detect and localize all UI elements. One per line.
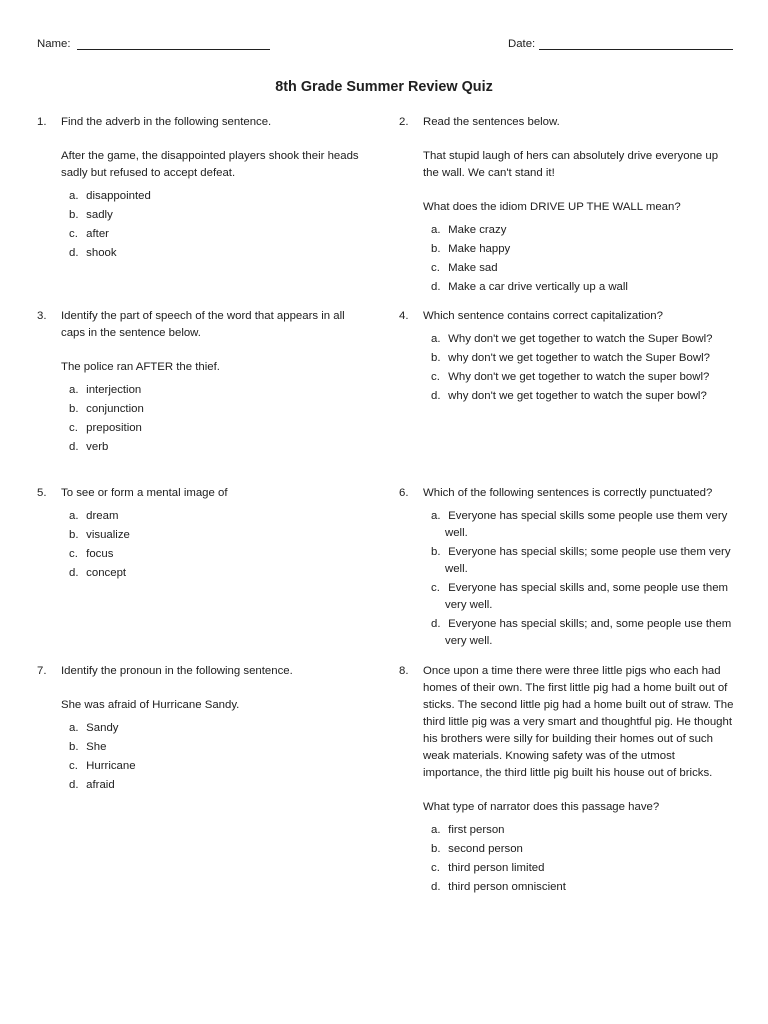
answer-options <box>69 188 371 262</box>
answer-option[interactable]: b. why don't we get together to watch the Super Bowl? <box>431 352 710 364</box>
answer-option[interactable]: b. visualize <box>69 529 130 541</box>
answer-option[interactable]: d. Everyone has special skills; and, some people use them very well. <box>431 618 732 647</box>
name-field[interactable] <box>37 36 277 53</box>
question-number: 3. <box>37 310 47 322</box>
question-prompt: Identify the pronoun in the following sentence. <box>61 665 293 677</box>
answer-option[interactable]: a. first person <box>431 824 505 836</box>
question-sentence: She was afraid of Hurricane Sandy. <box>61 699 240 711</box>
answer-option[interactable]: c. preposition <box>69 422 142 434</box>
answer-option[interactable]: b. sadly <box>69 209 113 221</box>
question-sentence: After the game, the disappointed players shook their heads sadly but refused to accept defeat. <box>61 150 359 179</box>
question-sentence: That stupid laugh of hers can absolutely drive everyone up the wall. We can't stand it! <box>423 150 719 179</box>
answer-option[interactable]: b. Make happy <box>431 243 511 255</box>
question-number: 1. <box>37 116 47 128</box>
quiz-title: 8th Grade Summer Review Quiz <box>275 79 493 95</box>
answer-option[interactable]: d. third person omniscient <box>431 881 566 893</box>
answer-option[interactable]: c. Make sad <box>431 262 498 274</box>
answer-option[interactable]: c. Why don't we get together to watch the super bowl? <box>431 371 710 383</box>
answer-option[interactable]: d. shook <box>69 247 117 259</box>
answer-option[interactable]: d. why don't we get together to watch the super bowl? <box>431 390 707 402</box>
question-text: What type of narrator does this passage have? <box>423 801 660 813</box>
answer-option[interactable]: a. Everyone has special skills some people use them very well. <box>431 510 728 539</box>
answer-option[interactable]: b. Everyone has special skills; some people use them very well. <box>431 546 731 575</box>
question-sentence: The police ran AFTER the thief. <box>61 361 220 373</box>
answer-option[interactable]: d. concept <box>69 567 127 579</box>
question-text: What does the idiom DRIVE UP THE WALL mean? <box>423 201 681 213</box>
date-label: Date: <box>508 38 536 50</box>
question-number: 8. <box>399 665 409 677</box>
answer-option[interactable]: b. She <box>69 741 107 753</box>
question-number: 7. <box>37 665 47 677</box>
answer-option[interactable]: c. Hurricane <box>69 760 136 772</box>
answer-option[interactable]: a. Why don't we get together to watch the Super Bowl? <box>431 333 713 345</box>
name-label: Name: <box>37 38 71 50</box>
question-prompt: Find the adverb in the following sentence. <box>61 116 272 128</box>
answer-option[interactable]: b. conjunction <box>69 403 144 415</box>
answer-options <box>431 508 735 650</box>
answer-option[interactable]: c. after <box>69 228 109 240</box>
question-prompt: Read the sentences below. <box>423 116 560 128</box>
answer-option[interactable]: d. verb <box>69 441 109 453</box>
answer-option[interactable]: b. second person <box>431 843 523 855</box>
question-number: 2. <box>399 116 409 128</box>
date-blank-line[interactable] <box>539 49 733 50</box>
answer-options <box>69 720 371 794</box>
answer-options <box>69 508 371 582</box>
answer-option[interactable]: a. disappointed <box>69 190 151 202</box>
date-field[interactable] <box>508 36 738 53</box>
answer-options <box>69 382 371 456</box>
question-prompt: Identify the part of speech of the word that appears in all caps in the sentence below. <box>61 310 345 339</box>
question-prompt: Which sentence contains correct capitalization? <box>423 310 663 322</box>
question-prompt: To see or form a mental image of <box>61 487 228 499</box>
answer-option[interactable]: a. Sandy <box>69 722 119 734</box>
question-number: 4. <box>399 310 409 322</box>
answer-options <box>431 331 735 405</box>
answer-option[interactable]: a. Make crazy <box>431 224 507 236</box>
question-prompt: Which of the following sentences is correctly punctuated? <box>423 487 713 499</box>
answer-option[interactable]: c. third person limited <box>431 862 545 874</box>
answer-option[interactable]: d. afraid <box>69 779 115 791</box>
answer-options <box>431 222 735 296</box>
answer-option[interactable]: d. Make a car drive vertically up a wall <box>431 281 628 293</box>
answer-option[interactable]: a. dream <box>69 510 119 522</box>
answer-option[interactable]: c. Everyone has special skills and, some people use them very well. <box>431 582 729 611</box>
question-number: 6. <box>399 487 409 499</box>
answer-options <box>431 822 735 896</box>
answer-option[interactable]: a. interjection <box>69 384 142 396</box>
question-number: 5. <box>37 487 47 499</box>
name-blank-line[interactable] <box>77 49 270 50</box>
answer-option[interactable]: c. focus <box>69 548 114 560</box>
reading-passage: Once upon a time there were three little pigs who each had homes of their own. The first little pig had a home built out of sticks. The second little pig had a home built out of straw. The third little pig was a very smart and thoughtful pig. He thought his brothers were silly for building their homes out of such weak materials. Knowing safety was of the utmost importance, the third little pig built his house out of bricks. <box>423 665 734 779</box>
